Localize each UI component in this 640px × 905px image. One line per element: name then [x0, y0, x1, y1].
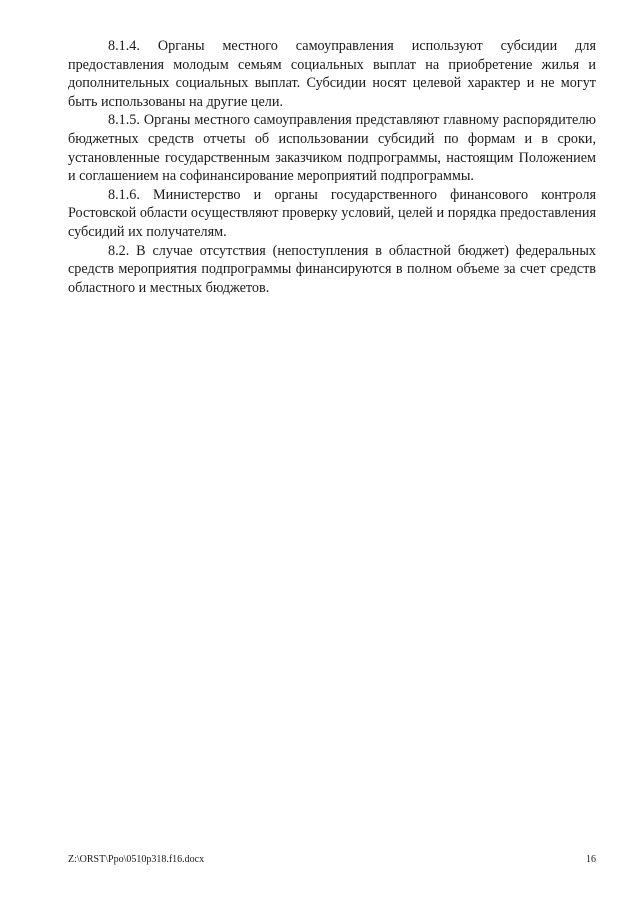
paragraph-8-1-5: 8.1.5. Органы местного самоуправления представляют главному распорядителю бюджетных средств отчеты об использовании субсидий по формам и в сроки, установленные государственным заказчиком подпрограммы, настоящим Положением и соглашением на софинансирование мероприятий подпрограммы. — [68, 112, 596, 185]
paragraph-8-1-6: 8.1.6. Министерство и органы государственного финансового контроля Ростовской области осуществляют проверку условий, целей и порядка предоставления субсидий их получателям. — [68, 186, 596, 240]
document-body — [68, 37, 596, 297]
footer-file-path: Z:\ORST\Ppo\0510p318.f16.docx — [68, 854, 205, 865]
paragraph-8-1-4: 8.1.4. Органы местного самоуправления используют субсидии для предоставления молодым семьям социальных выплат на приобретение жилья и дополнительных социальных выплат. Субсидии носят целевой характер и не могут быть использованы на другие цели. — [68, 38, 596, 110]
page-footer — [68, 854, 596, 866]
paragraph-8-2: 8.2. В случае отсутствия (непоступления в областной бюджет) федеральных средств мероприятия подпрограммы финансируются в полном объеме за счет средств областного и местных бюджетов. — [68, 242, 596, 296]
footer-page-number: 16 — [586, 854, 596, 865]
